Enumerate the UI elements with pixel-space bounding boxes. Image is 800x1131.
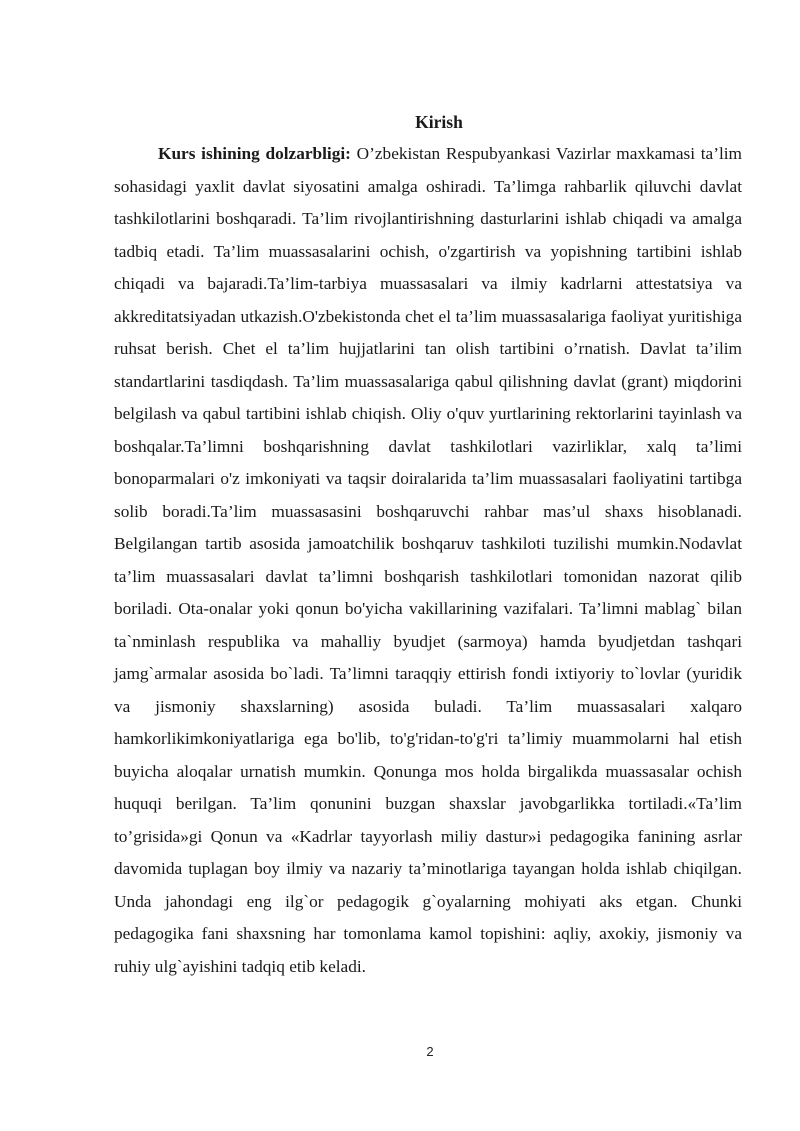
- page-number: 2: [426, 1044, 434, 1059]
- document-page: [114, 108, 742, 983]
- lead-label: Kurs ishining dolzarbligi:: [158, 144, 351, 163]
- page-title: Kirish: [415, 112, 463, 132]
- body-paragraph: [114, 138, 742, 983]
- paragraph-text: O’zbekistan Respubyankasi Vazirlar maxkamasi ta’lim sohasidagi yaxlit davlat siyosatini amalga oshiradi. Ta’limga rahbarlik qiluvchi davlat tashkilotlarini boshqaradi. Ta’lim rivojlantirishning dasturlarini ishlab chiqadi va amalga tadbiq etadi. Ta’lim muassasalarini ochish, o'zgartirish va yopishning tartibini ishlab chiqadi va bajaradi.Ta’lim-tarbiya muassasalari va ilmiy kadrlarni attestatsiya va akkreditatsiyadan utkazish.O'zbekistonda chet el ta’lim muassasalariga faoliyat yuritishiga ruhsat berish. Chet el ta’lim hujjatlarini tan olish tartibini o’rnatish. Davlat ta’ilim standartlarini tasdiqdash. Ta’lim muassasalariga qabul qilishning davlat (grant) miqdorini belgilash va qabul tartibini ishlab chiqish. Oliy o'quv yurtlarining rektorlarini tayinlash va boshqalar.Ta’limni boshqarishning davlat tashkilotlari vazirliklar, xalq ta’limi bonoparmalari o'z imkoniyati va taqsir doiralarida ta’lim muassasalari faoliyatini tartibga solib boradi.Ta’lim muassasasini boshqaruvchi rahbar mas’ul shaxs hisoblanadi. Belgilangan tartib asosida jamoatchilik boshqaruv tashkiloti tuzilishi mumkin.Nodavlat ta’lim muassasalari davlat ta’limni boshqarish tashkilotlari tomonidan nazorat qilib boriladi. Ota-onalar yoki qonun bo'yicha vakillarining vazifalari. Ta’limni mablag` bilan ta`nminlash respublika va mahalliy byudjet (sarmoya) hamda byudjetdan tashqari jamg`armalar asosida bo`ladi. Ta’limni taraqqiy ettirish fondi ixtiyoriy to`lovlar (yuridik va jismoniy shaxslarning) asosida buladi. Ta’lim muassasalari xalqaro hamkorlikimkoniyatlariga ega bo'lib, to'g'ridan-to'g'ri ta’limiy muammolarni hal etish buyicha aloqalar urnatish mumkin. Qonunga mos holda birgalikda muassasalar ochish huquqi berilgan. Ta’lim qonunini buzgan shaxslar javobgarlikka tortiladi.«Ta’lim to’grisida»gi Qonun va «Kadrlar tayyorlash miliy dastur»i pedagogika fanining asrlar davomida tuplagan boy ilmiy va nazariy ta’minotlariga tayangan holda ishlab chiqilgan. Unda jahondagi eng ilg`or pedagogik g`oyalarning mohiyati aks etgan. Chunki pedagogika fani shaxsning har tomonlama kamol topishini: aqliy, axokiy, jismoniy va ruhiy ulg`ayishini tadqiq etib keladi.: [114, 144, 743, 976]
